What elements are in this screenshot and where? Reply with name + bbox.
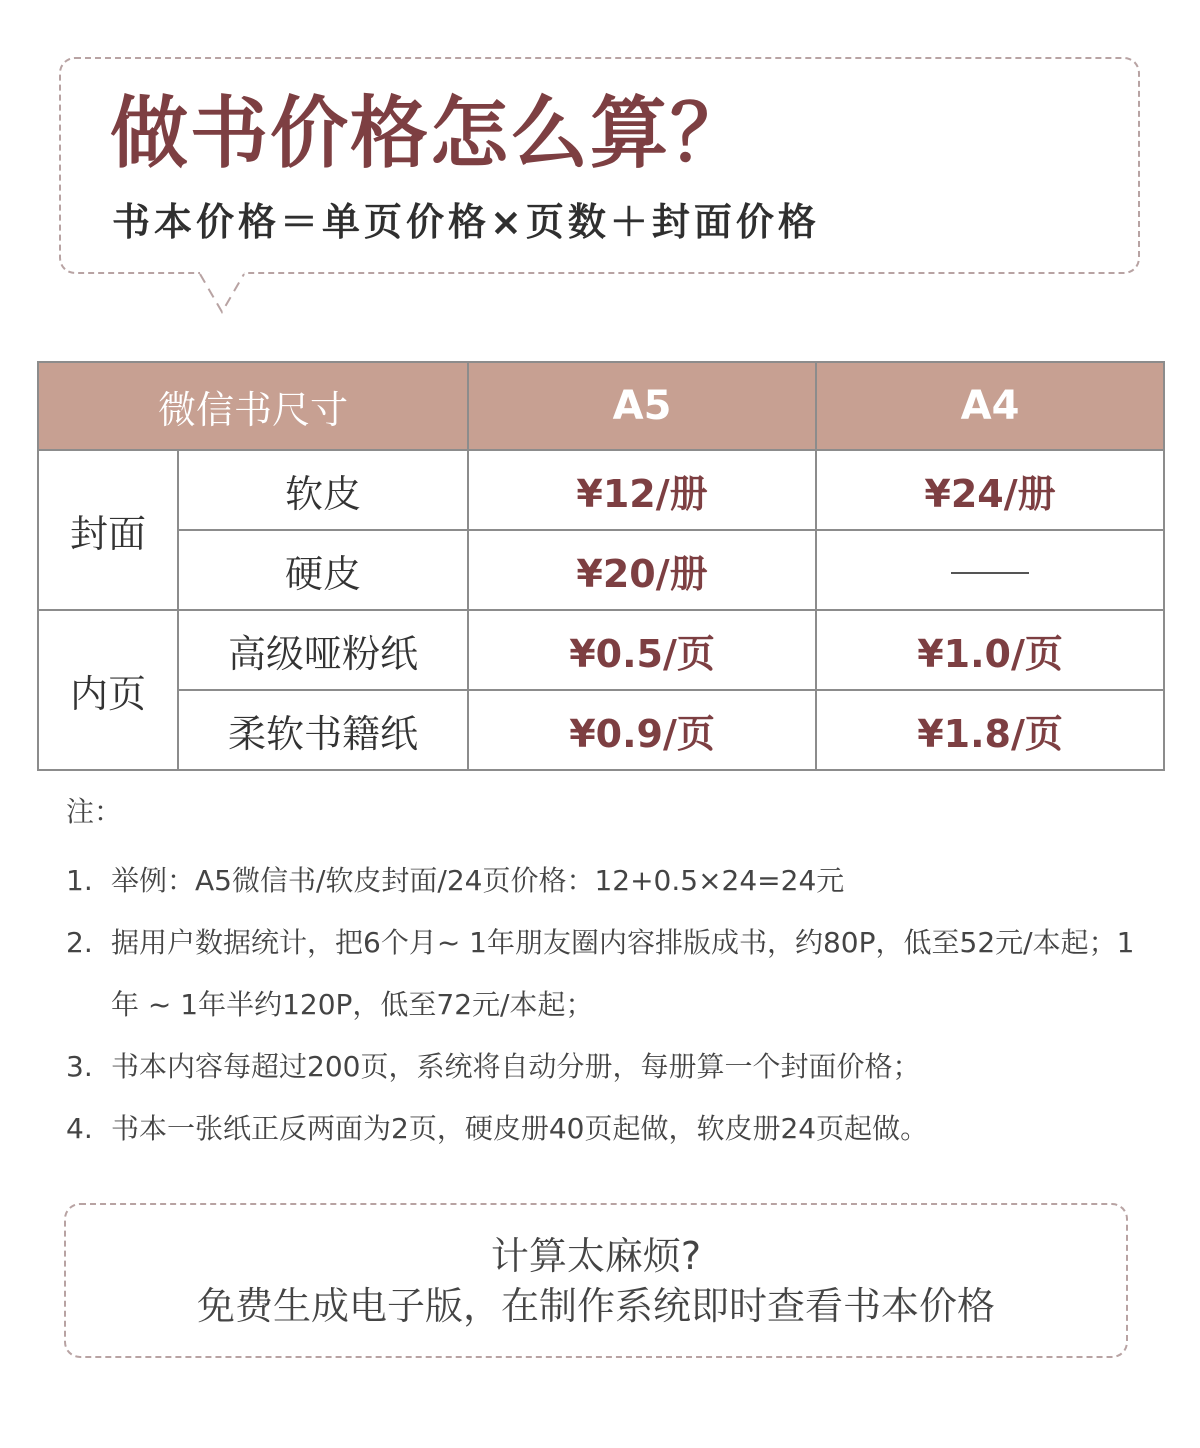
- header-a5: A5: [468, 362, 816, 450]
- price-matte-a5: ¥0.5/页: [468, 610, 816, 690]
- price-table: [37, 361, 1165, 771]
- note-number: 1.: [66, 864, 93, 897]
- price-matte-a4: ¥1.0/页: [816, 610, 1164, 690]
- note-text: 书本一张纸正反两面为2页，硬皮册40页起做，软皮册24页起做。: [111, 1112, 929, 1145]
- price-hard-a5: ¥20/册: [468, 530, 816, 610]
- cta-question: 计算太麻烦?: [490, 1234, 702, 1278]
- note-number: 2.: [66, 926, 93, 959]
- note-item: [66, 912, 1146, 1036]
- table-row: [38, 610, 1164, 690]
- header-size: 微信书尺寸: [38, 362, 468, 450]
- note-text: 书本内容每超过200页，系统将自动分册，每册算一个封面价格；: [111, 1050, 921, 1083]
- item-matte-paper: 高级哑粉纸: [178, 610, 468, 690]
- group-inner-pages: 内页: [38, 610, 178, 770]
- table-row: [38, 690, 1164, 770]
- not-available-dash: [951, 572, 1029, 574]
- note-text: 举例：A5微信书/软皮封面/24页价格：12+0.5×24=24元: [111, 864, 845, 897]
- table-row: [38, 450, 1164, 530]
- cta-box: [64, 1203, 1128, 1358]
- table-row: [38, 530, 1164, 610]
- table-header-row: [38, 362, 1164, 450]
- price-soft-a5: ¥12/册: [468, 450, 816, 530]
- note-text: 据用户数据统计，把6个月~ 1年朋友圈内容排版成书，约80P，低至52元/本起；1年 ~ 1年半约120P，低至72元/本起；: [111, 926, 1135, 1021]
- page-title: 做书价格怎么算？: [110, 89, 751, 179]
- item-book-paper: 柔软书籍纸: [178, 690, 468, 770]
- price-book-a4: ¥1.8/页: [816, 690, 1164, 770]
- header-a4: A4: [816, 362, 1164, 450]
- note-item: [66, 1098, 1146, 1160]
- price-hard-a4: [816, 530, 1164, 610]
- note-number: 4.: [66, 1112, 93, 1145]
- note-number: 3.: [66, 1050, 93, 1083]
- group-cover: 封面: [38, 450, 178, 610]
- price-soft-a4: ¥24/册: [816, 450, 1164, 530]
- item-soft-cover: 软皮: [178, 450, 468, 530]
- cta-message: 免费生成电子版，在制作系统即时查看书本价格: [196, 1284, 995, 1328]
- note-item: [66, 1036, 1146, 1098]
- notes-heading: 注：: [66, 795, 123, 828]
- bubble-tail: [196, 272, 248, 316]
- price-formula: 书本价格＝单页价格×页数＋封面价格: [112, 200, 820, 244]
- price-book-a5: ¥0.9/页: [468, 690, 816, 770]
- note-item: [66, 850, 1146, 912]
- notes-section: [66, 792, 1146, 1160]
- item-hard-cover: 硬皮: [178, 530, 468, 610]
